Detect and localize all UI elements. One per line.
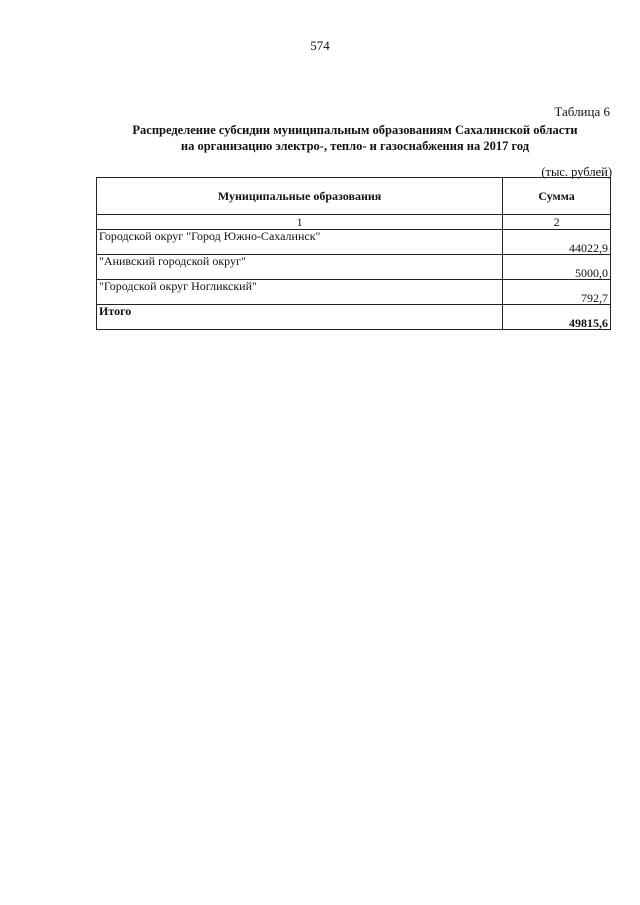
column-number-2: 2 [503, 215, 611, 230]
header-municipalities: Муниципальные образования [97, 178, 503, 215]
total-row [97, 305, 611, 330]
row-name: Городской округ "Город Южно-Сахалинск" [97, 230, 503, 255]
column-number-row [97, 215, 611, 230]
subsidy-table [96, 177, 611, 330]
page-number: 574 [310, 38, 330, 53]
document-title-line-1: Распределение субсидии муниципальным образованиям Сахалинской области [132, 123, 578, 137]
document-title [100, 122, 610, 154]
table-row [97, 230, 611, 255]
row-amount: 792,7 [503, 280, 611, 305]
row-amount: 44022,9 [503, 230, 611, 255]
document-title-line-2: на организацию электро-, тепло- и газоснабжения на 2017 год [180, 139, 530, 153]
row-name: "Городской округ Ногликский" [97, 280, 503, 305]
row-name: "Анивский городской округ" [97, 255, 503, 280]
header-amount: Сумма [503, 178, 611, 215]
row-amount: 5000,0 [503, 255, 611, 280]
table-header-row [97, 178, 611, 215]
total-amount: 49815,6 [503, 305, 611, 330]
column-number-1: 1 [97, 215, 503, 230]
total-label: Итого [97, 305, 503, 330]
table-row [97, 255, 611, 280]
table-label: Таблица 6 [554, 104, 610, 119]
table-row [97, 280, 611, 305]
units-label: (тыс. рублей) [541, 165, 612, 179]
